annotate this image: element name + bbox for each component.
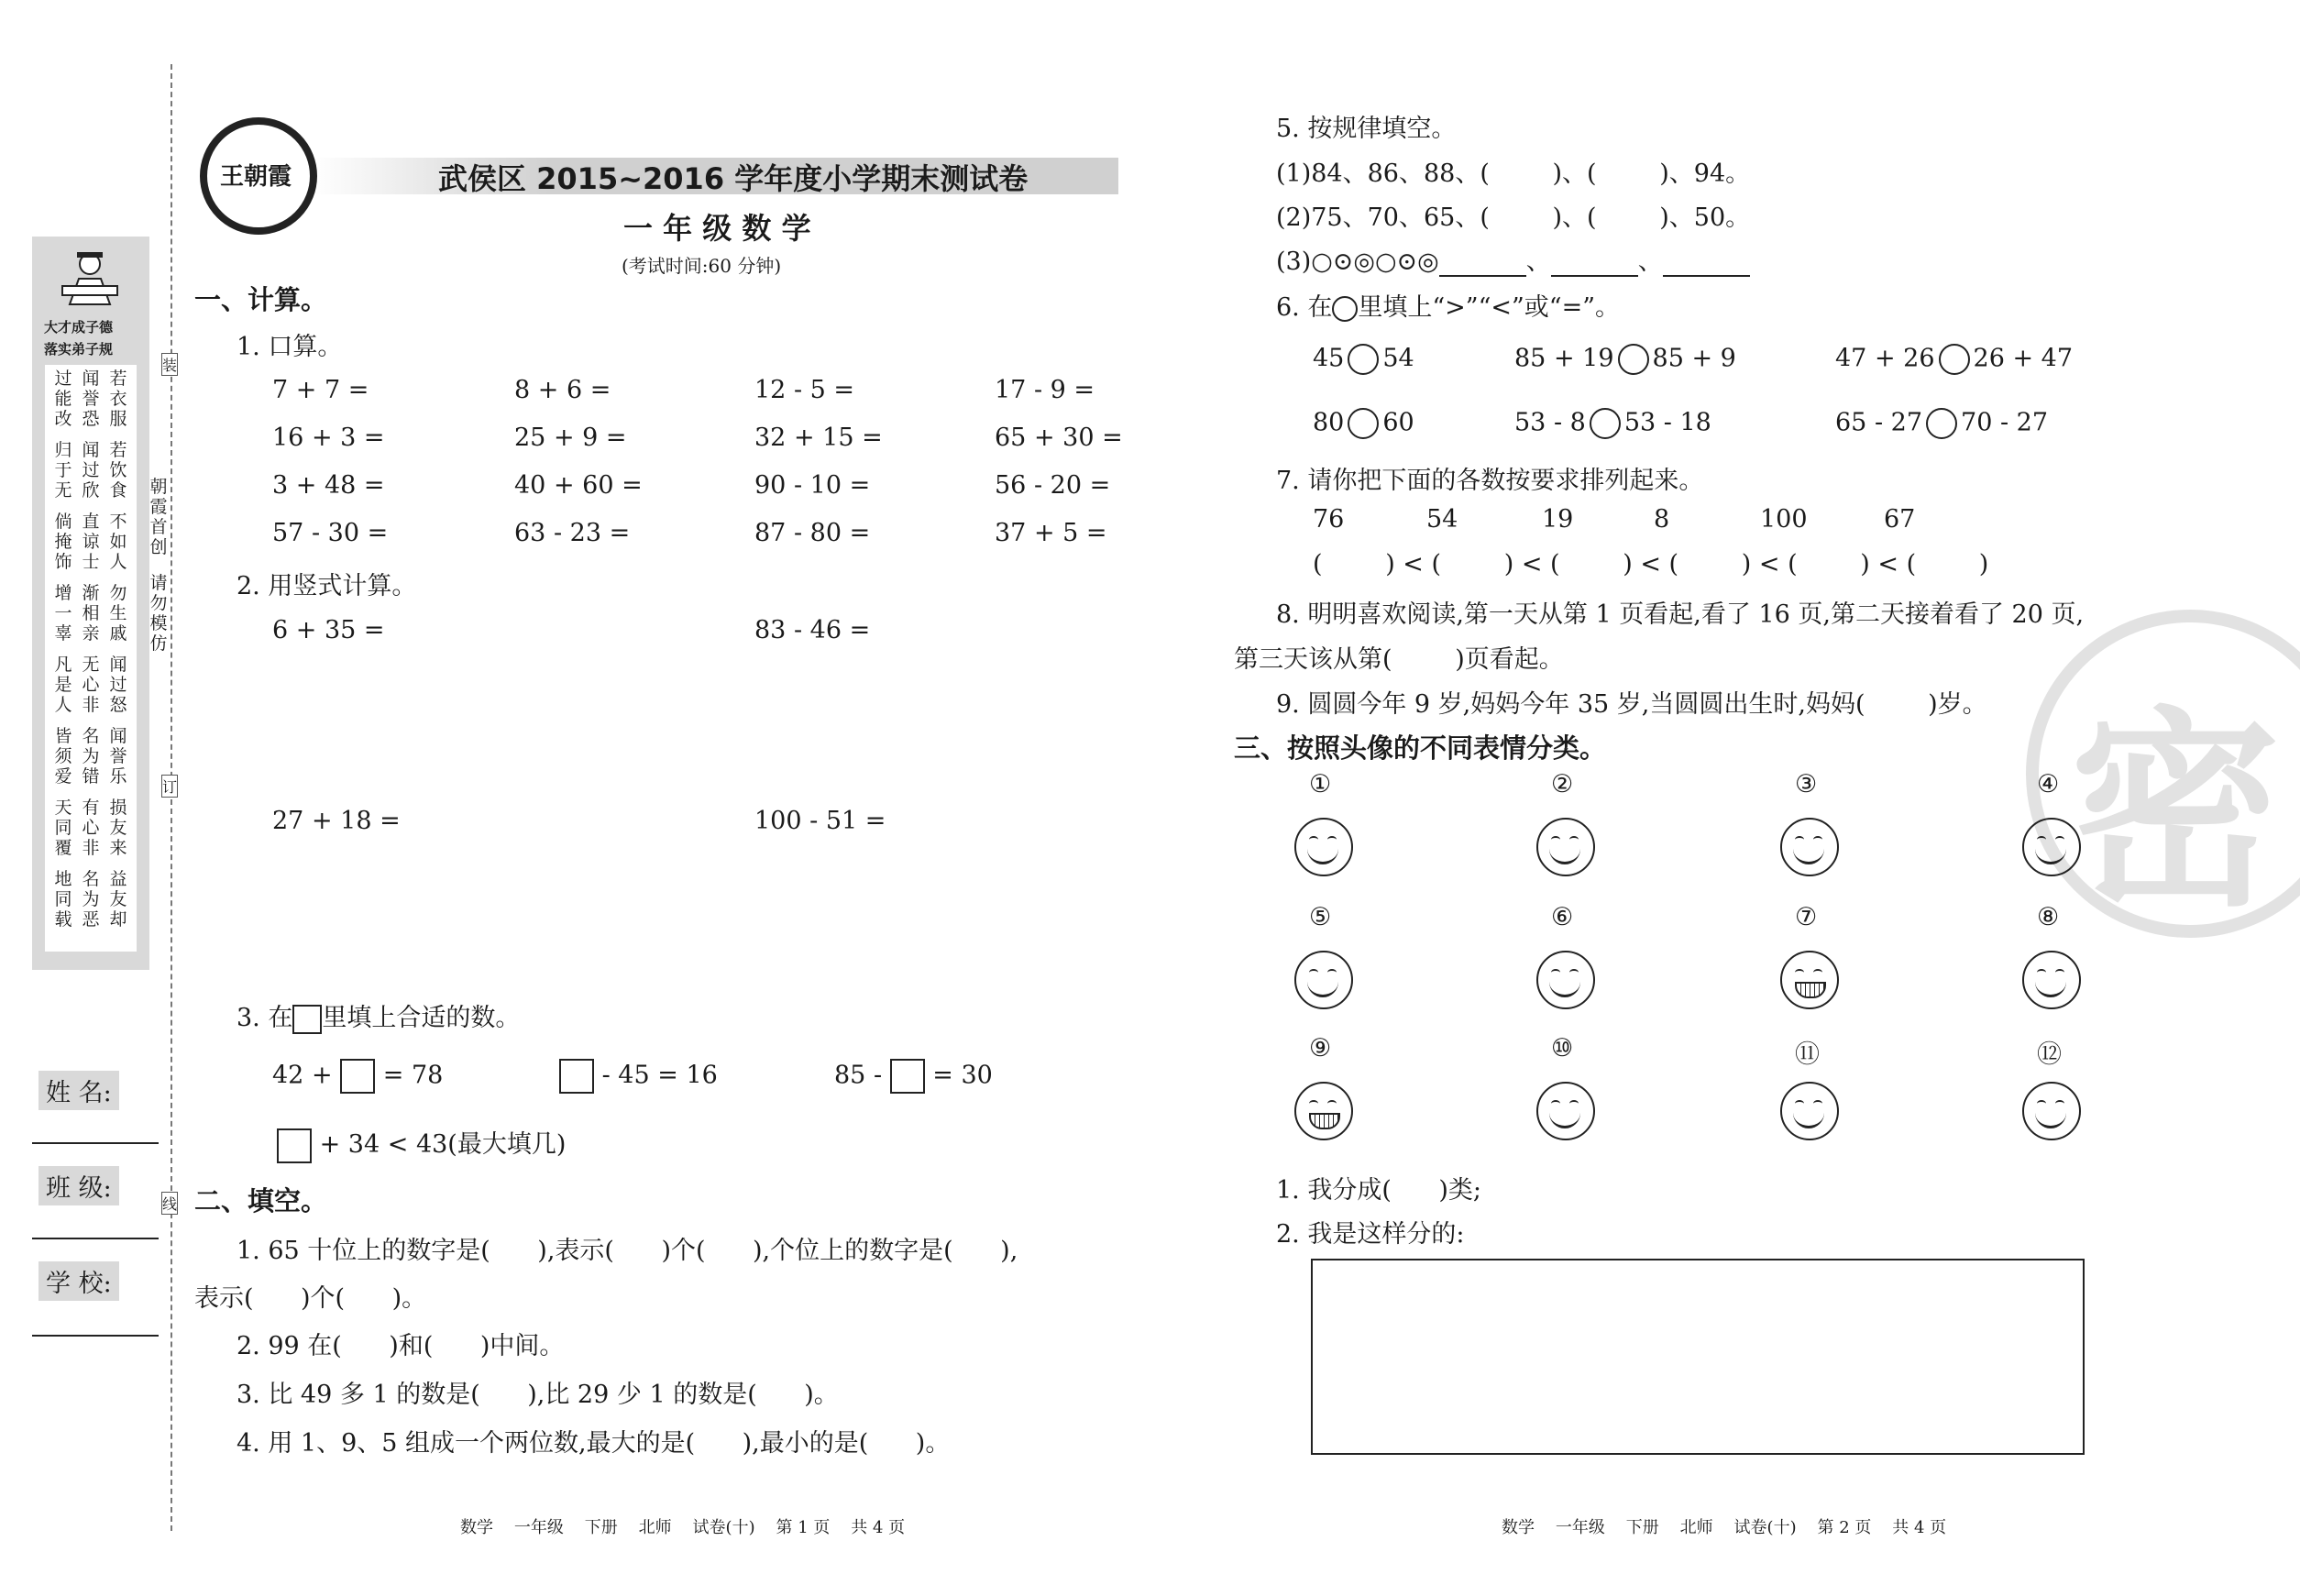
- eye-icon: [1551, 1100, 1560, 1107]
- eye-icon: [1569, 969, 1579, 976]
- eye-icon: [1795, 836, 1804, 843]
- side-note: 朝霞首创: [149, 477, 168, 557]
- face-number: ⑨: [1309, 1034, 1332, 1062]
- eye-icon: [1551, 969, 1560, 976]
- compare-item: [1835, 344, 2073, 375]
- eye-icon: [1795, 969, 1804, 976]
- compare-circle[interactable]: [1618, 344, 1649, 375]
- oral-calc-item: 37 + 5 =: [995, 519, 1107, 547]
- compare-left: 47 + 26: [1835, 344, 1935, 373]
- smiley-face-icon: [1780, 1082, 1839, 1140]
- circle-icon: [1332, 296, 1358, 322]
- number-item: 76: [1313, 505, 1345, 534]
- sidebar-verse: 若饮食: [109, 440, 127, 501]
- question-label: 7. 请你把下面的各数按要求排列起来。: [1276, 467, 1704, 495]
- school-field[interactable]: [32, 1335, 159, 1337]
- mouth-icon: [1307, 978, 1338, 997]
- eye-icon: [1327, 1100, 1337, 1107]
- vertical-calc: 27 + 18 =: [272, 807, 401, 835]
- smiley-face-icon: [2022, 818, 2081, 876]
- face-number: ⑫: [2037, 1040, 2062, 1069]
- sidebar-verse: 过能改: [54, 369, 72, 429]
- compare-circle[interactable]: [1926, 408, 1957, 439]
- eye-icon: [2055, 836, 2064, 843]
- exam-time: (考试时间:60 分钟): [622, 255, 782, 277]
- scholar-figure-icon: [57, 248, 123, 312]
- sidebar-verse: 皆须爱: [54, 726, 72, 787]
- sidebar-verse: 地同载: [54, 869, 72, 930]
- word-problem: 第三天该从第( )页看起。: [1234, 645, 1564, 674]
- smiley-face-icon: [1294, 951, 1353, 1009]
- oral-calc-item: 25 + 9 =: [514, 424, 627, 452]
- eye-icon: [2055, 969, 2064, 976]
- compare-item: [1313, 344, 1414, 375]
- face-number: ⑩: [1551, 1034, 1574, 1062]
- eye-icon: [1569, 836, 1579, 843]
- eye-icon: [1309, 969, 1318, 976]
- compare-circle[interactable]: [1590, 408, 1621, 439]
- page-footer: 数学 一年级 下册 北师 试卷(十) 第 2 页 共 4 页: [1502, 1518, 1947, 1537]
- smiley-face-icon: [1294, 1082, 1353, 1140]
- sidebar-verse: 不如人: [109, 512, 127, 572]
- oral-calc-item: 7 + 7 =: [272, 376, 369, 404]
- eye-icon: [2037, 836, 2046, 843]
- smiley-face-icon: [1780, 951, 1839, 1009]
- mouth-icon: [2035, 978, 2066, 997]
- vertical-calc: 83 - 46 =: [754, 616, 871, 644]
- fill-question: 4. 用 1、9、5 组成一个两位数,最大的是( ),最小的是( )。: [237, 1429, 951, 1458]
- section-title: 一、计算。: [194, 284, 328, 315]
- mouth-icon: [1549, 978, 1580, 997]
- name-field[interactable]: [32, 1142, 159, 1144]
- compare-circle[interactable]: [1348, 344, 1379, 375]
- sidebar-verse: 闻誉恐: [82, 369, 100, 429]
- mouth-icon: [1307, 845, 1338, 864]
- oral-calc-item: 90 - 10 =: [754, 471, 871, 500]
- compare-left: 45: [1313, 344, 1345, 373]
- pattern-question: (1)84、86、88、( )、( )、94。: [1276, 160, 1751, 188]
- eye-icon: [2037, 969, 2046, 976]
- exam-subject: 一 年 级 数 学: [623, 211, 811, 246]
- fill-question: 1. 65 十位上的数字是( ),表示( )个( ),个位上的数字是( ),: [237, 1237, 1018, 1265]
- fill-expr: - 45 = 16: [559, 1059, 718, 1094]
- question-label: 1. 口算。: [237, 333, 343, 361]
- sidebar-verse: 名为恶: [82, 869, 100, 930]
- compare-right: 60: [1382, 408, 1414, 437]
- compare-left: 80: [1313, 408, 1345, 437]
- eye-icon: [1327, 836, 1337, 843]
- answer-box[interactable]: [340, 1059, 375, 1094]
- face-number: ④: [2037, 770, 2060, 798]
- mouth-icon: [1549, 1109, 1580, 1128]
- compare-right: 53 - 18: [1623, 408, 1711, 437]
- answer-blank[interactable]: [1439, 251, 1526, 277]
- oral-calc-item: 40 + 60 =: [514, 471, 643, 500]
- binding-dashed-line: [171, 64, 172, 1531]
- page-footer: 数学 一年级 下册 北师 试卷(十) 第 1 页 共 4 页: [460, 1518, 906, 1537]
- brand-logo: 王朝霞: [200, 117, 317, 235]
- answer-box[interactable]: [890, 1059, 925, 1094]
- fill-expr: 42 + = 78: [272, 1059, 443, 1094]
- vertical-calc: 100 - 51 =: [754, 807, 886, 835]
- fill-expr: 85 - = 30: [834, 1059, 993, 1094]
- sidebar-verse: 直谅士: [82, 512, 100, 572]
- mouth-icon: [1549, 845, 1580, 864]
- mouth-icon: [1793, 1109, 1824, 1128]
- eye-icon: [1813, 836, 1822, 843]
- answer-blank[interactable]: [1551, 251, 1638, 277]
- compare-right: 70 - 27: [1961, 408, 2049, 437]
- smiley-face-icon: [2022, 1082, 2081, 1140]
- compare-right: 85 + 9: [1652, 344, 1736, 373]
- face-number: ①: [1309, 770, 1332, 798]
- sidebar-verse: 名为错: [82, 726, 100, 787]
- secret-seal-char: 密: [2070, 690, 2282, 935]
- oral-calc-item: 8 + 6 =: [514, 376, 611, 404]
- smiley-face-icon: [1536, 951, 1595, 1009]
- fill-expr: + 34 < 43(最大填几): [277, 1124, 566, 1163]
- side-note: 请勿模仿: [149, 573, 168, 654]
- oral-calc-item: 63 - 23 =: [514, 519, 631, 547]
- question-label: 3. 在 里填上合适的数。: [237, 1004, 521, 1032]
- mouth-icon: [2035, 1109, 2066, 1128]
- word-problem: 9. 圆圆今年 9 岁,妈妈今年 35 岁,当圆圆出生时,妈妈( )岁。: [1276, 690, 1987, 719]
- sidebar-verse: 天同覆: [54, 798, 72, 858]
- sidebar-verse: 闻誉乐: [109, 726, 127, 787]
- class-label: 班 级:: [39, 1166, 119, 1205]
- eye-icon: [1551, 836, 1560, 843]
- oral-calc-item: 12 - 5 =: [754, 376, 855, 404]
- number-item: 67: [1884, 505, 1916, 534]
- oral-calc-item: 65 + 30 =: [995, 424, 1123, 452]
- compare-circle[interactable]: [1348, 408, 1379, 439]
- face-number: ⑤: [1309, 903, 1332, 931]
- face-number: ③: [1795, 770, 1818, 798]
- sidebar-verse: 无心非: [82, 655, 100, 715]
- smiley-face-icon: [1536, 1082, 1595, 1140]
- answer-question: 2. 我是这样分的:: [1276, 1220, 1465, 1249]
- class-field[interactable]: [32, 1238, 159, 1239]
- answer-box[interactable]: [559, 1059, 594, 1094]
- answer-box-icon: [292, 1005, 322, 1034]
- eye-icon: [1309, 836, 1318, 843]
- word-problem: 8. 明明喜欢阅读,第一天从第 1 页看起,看了 16 页,第二天接着看了 20 页,: [1276, 600, 2085, 629]
- sidebar-verse: 倘掩饰: [54, 512, 72, 572]
- answer-box[interactable]: [277, 1128, 312, 1163]
- eye-icon: [2037, 1100, 2046, 1107]
- section-title: 二、填空。: [194, 1185, 328, 1216]
- smiley-face-icon: [2022, 951, 2081, 1009]
- oral-calc-item: 32 + 15 =: [754, 424, 883, 452]
- sidebar-verse: 闻过欣: [82, 440, 100, 501]
- compare-left: 65 - 27: [1835, 408, 1923, 437]
- sidebar-verse: 勿生戚: [109, 583, 127, 644]
- compare-item: [1514, 408, 1711, 439]
- sidebar-verse: 凡是人: [54, 655, 72, 715]
- eye-icon: [1309, 1100, 1318, 1107]
- oral-calc-item: 56 - 20 =: [995, 471, 1111, 500]
- pattern-question: (2)75、70、65、( )、( )、50。: [1276, 204, 1751, 232]
- face-number: ⑥: [1551, 903, 1574, 931]
- smiley-face-icon: [1780, 818, 1839, 876]
- name-label: 姓 名:: [39, 1071, 119, 1110]
- sidebar-verse: 益友却: [109, 869, 127, 930]
- sidebar-verse: 若衣服: [109, 369, 127, 429]
- fill-question: 表示( )个( )。: [194, 1284, 427, 1313]
- oral-calc-item: 16 + 3 =: [272, 424, 385, 452]
- sidebar-verse: 损友来: [109, 798, 127, 858]
- compare-item: [1835, 408, 2048, 439]
- compare-item: [1514, 344, 1736, 375]
- compare-left: 85 + 19: [1514, 344, 1614, 373]
- face-number: ②: [1551, 770, 1574, 798]
- smiley-face-icon: [1536, 818, 1595, 876]
- fill-question: 3. 比 49 多 1 的数是( ),比 29 少 1 的数是( )。: [237, 1381, 839, 1409]
- sidebar-verse: 归于无: [54, 440, 72, 501]
- compare-item: [1313, 408, 1414, 439]
- oral-calc-item: 57 - 30 =: [272, 519, 389, 547]
- number-item: 100: [1760, 505, 1808, 534]
- compare-left: 53 - 8: [1514, 408, 1586, 437]
- face-number: ⑧: [2037, 903, 2060, 931]
- number-item: 8: [1654, 505, 1670, 534]
- school-label: 学 校:: [39, 1261, 119, 1301]
- vertical-calc: 6 + 35 =: [272, 616, 385, 644]
- eye-icon: [2055, 1100, 2064, 1107]
- binding-mark: 装: [161, 353, 178, 376]
- answer-question: 1. 我分成( )类;: [1276, 1176, 1482, 1205]
- question-label: 6. 在 里填上“>”“<”或“=”。: [1276, 293, 1621, 322]
- face-number: ⑦: [1795, 903, 1818, 931]
- answer-blank[interactable]: [1663, 251, 1750, 277]
- mouth-icon: [2035, 845, 2066, 864]
- eye-icon: [1813, 1100, 1822, 1107]
- sidebar-verse: 有心非: [82, 798, 100, 858]
- eye-icon: [1795, 1100, 1804, 1107]
- eye-icon: [1813, 969, 1822, 976]
- sidebar-verse: 闻过怒: [109, 655, 127, 715]
- number-item: 54: [1426, 505, 1458, 534]
- mouth-icon: [1795, 982, 1826, 998]
- compare-circle[interactable]: [1939, 344, 1970, 375]
- question-label: 5. 按规律填空。: [1276, 115, 1457, 143]
- fill-question: 2. 99 在( )和( )中间。: [237, 1332, 565, 1360]
- eye-icon: [1327, 969, 1337, 976]
- sidebar-verse: 渐相亲: [82, 583, 100, 644]
- compare-right: 26 + 47: [1973, 344, 2074, 373]
- oral-calc-item: 87 - 80 =: [754, 519, 871, 547]
- order-blanks: ( ) < ( ) < ( ) < ( ) < ( ) < ( ): [1313, 550, 1989, 578]
- question-label: 2. 用竖式计算。: [237, 572, 417, 600]
- binding-mark: 订: [161, 775, 178, 798]
- section-title: 三、按照头像的不同表情分类。: [1234, 732, 1607, 764]
- pattern-question: (3)○⊙◎○⊙◎ 、 、: [1276, 241, 1750, 277]
- smiley-face-icon: [1294, 818, 1353, 876]
- exam-title: 武侯区 2015~2016 学年度小学期末测试卷: [438, 161, 1029, 196]
- number-item: 19: [1542, 505, 1574, 534]
- motto: 落实弟子规: [44, 341, 114, 358]
- face-number: ⑪: [1795, 1040, 1820, 1069]
- eye-icon: [1569, 1100, 1579, 1107]
- binding-mark: 线: [161, 1192, 178, 1215]
- answer-area[interactable]: [1311, 1259, 2085, 1455]
- mouth-icon: [1793, 845, 1824, 864]
- motto: 大才成子德: [44, 319, 114, 336]
- oral-calc-item: 3 + 48 =: [272, 471, 385, 500]
- compare-right: 54: [1382, 344, 1414, 373]
- oral-calc-item: 17 - 9 =: [995, 376, 1095, 404]
- sidebar-verse: 增一辜: [54, 583, 72, 644]
- mouth-icon: [1309, 1113, 1340, 1129]
